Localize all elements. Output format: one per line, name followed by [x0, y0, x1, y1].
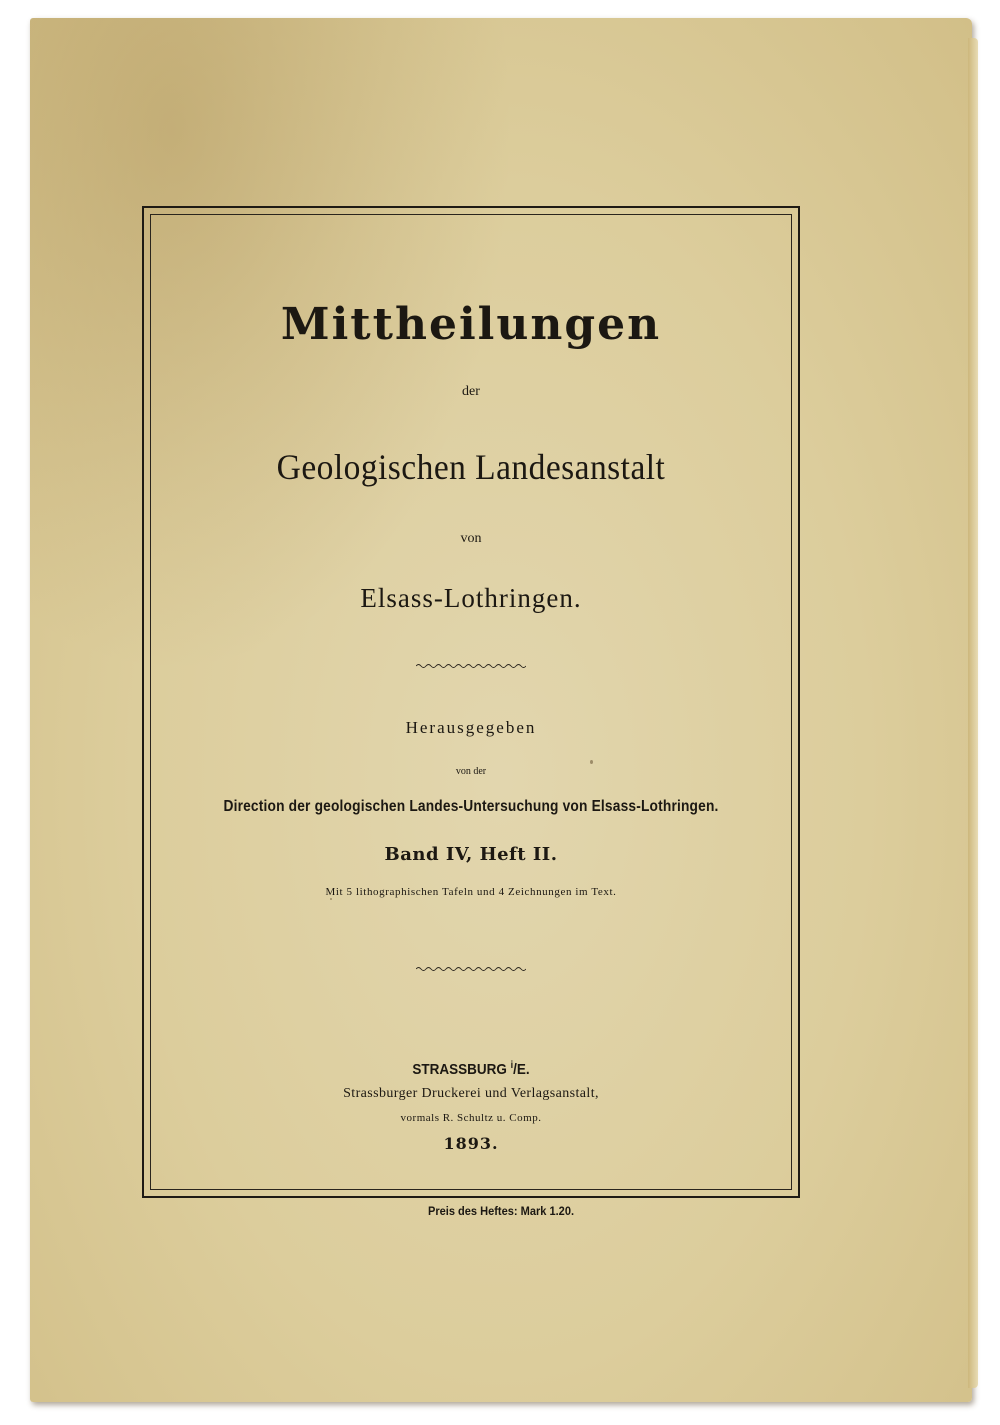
title-frame	[142, 206, 800, 1198]
page-edge	[968, 38, 978, 1388]
city-name: STRASSBURG	[412, 1061, 507, 1078]
city-suffix-sup: i	[510, 1060, 514, 1071]
book-cover	[30, 18, 972, 1402]
city-suffix: /E.	[513, 1061, 530, 1078]
cover-title: Mittheilungen	[280, 299, 662, 350]
wavy-rule-ornament	[416, 966, 526, 972]
contents-note: Mit 5 lithographischen Tafeln und 4 Zeichnungen im Text.	[325, 886, 617, 898]
editor-intro: Herausgegeben	[405, 718, 537, 737]
text-der: der	[462, 384, 480, 399]
text-von-der: von der	[455, 766, 487, 777]
publication-year: 1893.	[443, 1134, 499, 1153]
editor-name: Direction der geologischen Landes-Untersuchung von Elsass-Lothringen.	[223, 798, 719, 815]
title-frame-inner	[150, 214, 792, 1190]
publication-city	[177, 1060, 766, 1078]
publisher-former-name: vormals R. Schultz u. Comp.	[400, 1112, 542, 1124]
wavy-rule-ornament	[416, 663, 526, 669]
institution-name: Geologischen Landesanstalt	[276, 447, 666, 487]
region-name: Elsass-Lothringen.	[360, 583, 582, 613]
volume-number: Band IV, Heft II.	[384, 844, 558, 865]
text-von: von	[460, 531, 482, 546]
price-note: Preis des Heftes: Mark 1.20.	[427, 1204, 575, 1218]
publisher-name: Strassburger Druckerei und Verlagsanstalt,	[343, 1086, 599, 1101]
